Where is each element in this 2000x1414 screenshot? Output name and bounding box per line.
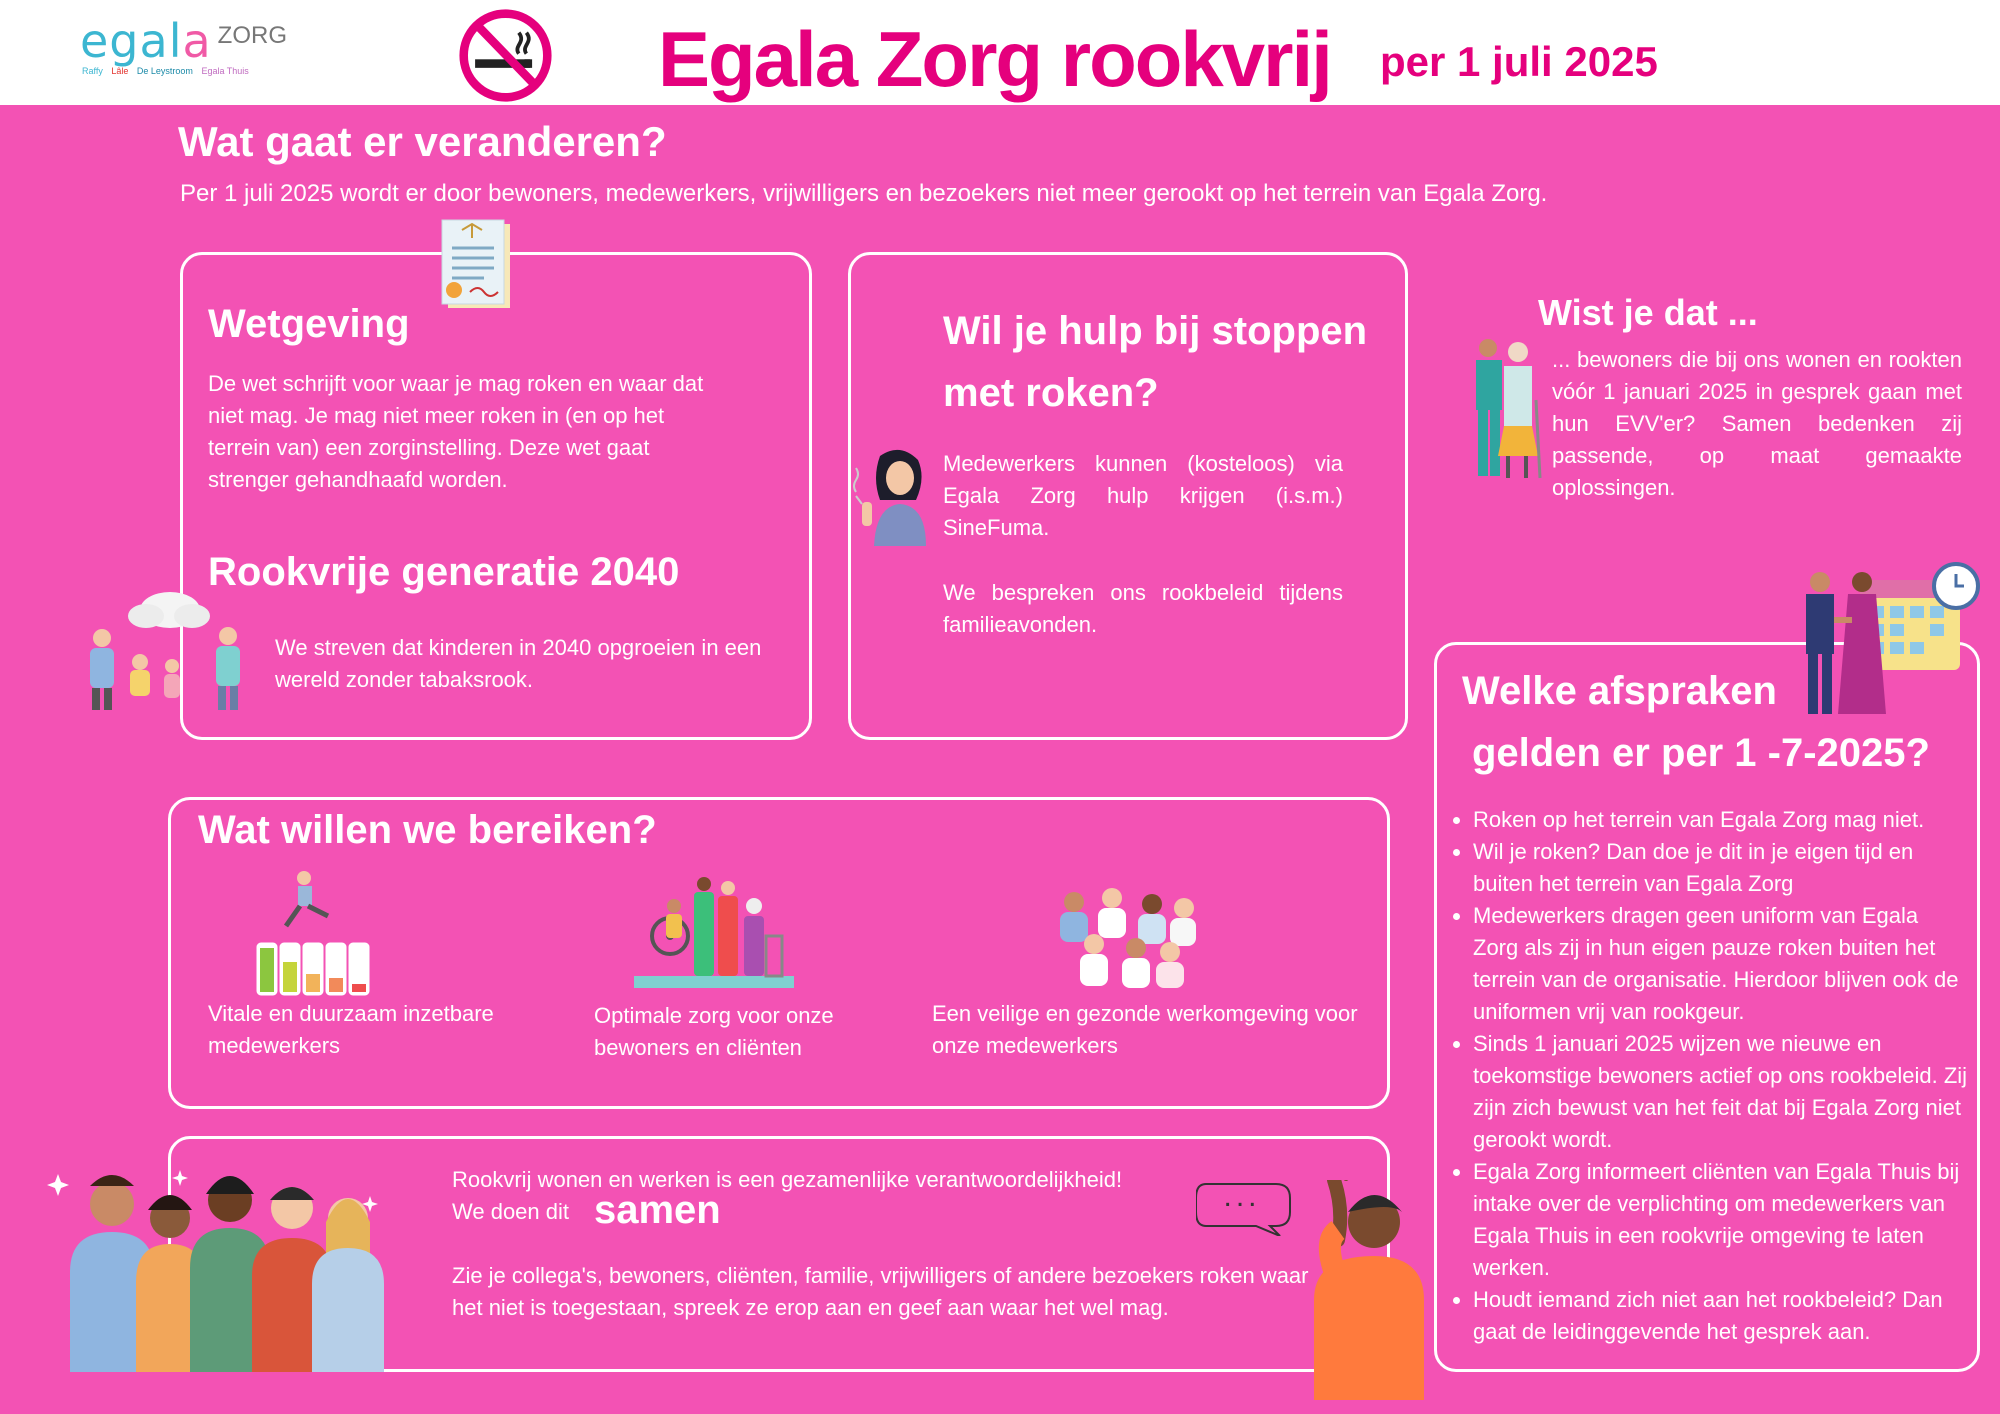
hulp-heading bbox=[943, 300, 1367, 424]
group-people-icon bbox=[30, 1160, 410, 1372]
logo-subbrands bbox=[82, 66, 255, 76]
samen-text: Zie je collega's, bewoners, cliënten, familie, vrijwilligers of andere bezoekers roken waar het niet is toegestaan, spreek ze erop aan en geef aan waar het wel mag. bbox=[452, 1263, 1309, 1320]
egala-logo[interactable] bbox=[80, 14, 300, 84]
wist-text: ... bewoners die bij ons wonen en rookten vóór 1 januari 2025 in gesprek gaan met hun EVV'er? Samen bedenken zij passende, op maat gemaakte oplossingen. bbox=[1552, 347, 1962, 500]
goal-vitaal: Vitale en duurzaam inzetbare medewerkers bbox=[208, 1001, 494, 1058]
samen-emphasis: samen bbox=[594, 1188, 721, 1232]
hulp-text-1: Medewerkers kunnen (kosteloos) via Egala Zorg hulp krijgen (i.s.m.) SineFuma. bbox=[943, 451, 1343, 540]
afspraken-heading bbox=[1462, 660, 1930, 784]
afspraken-heading-line2: gelden er per 1 -7-2025? bbox=[1472, 731, 1930, 775]
list-item: • Egala Zorg informeert cliënten van Egala Thuis bij intake over de verplichting om medewerkers van Egala Thuis in een rookvrije omgeving te laten werken. bbox=[1473, 1156, 1968, 1284]
waving-man-icon bbox=[1294, 1180, 1424, 1400]
woman-smoking-icon bbox=[850, 446, 934, 546]
header-bar bbox=[0, 0, 2000, 105]
logo-wordmark: egala bbox=[80, 14, 212, 68]
samen-line1: Rookvrij wonen en werken is een gezamenlijke verantwoordelijkheid! bbox=[452, 1167, 1123, 1192]
caregiver-elderly-icon bbox=[1468, 330, 1544, 480]
afspraken-list bbox=[1448, 804, 1968, 1348]
medical-staff-icon bbox=[1052, 882, 1200, 992]
afspraken-heading-line1: Welke afspraken bbox=[1462, 669, 1777, 713]
document-icon bbox=[440, 218, 512, 310]
intro-text: Per 1 juli 2025 wordt er door bewoners, medewerkers, vrijwilligers en bezoekers niet meer gerookt op het terrein van Egala Zorg. bbox=[180, 180, 1548, 207]
speech-bubble-text: ... bbox=[1223, 1180, 1261, 1213]
wist-heading: Wist je dat ... bbox=[1538, 292, 1758, 333]
list-item: • Wil je roken? Dan doe je dit in je eigen tijd en buiten het terrein van Egala Zorg bbox=[1473, 836, 1968, 900]
list-item: • Roken op het terrein van Egala Zorg mag niet. bbox=[1473, 804, 1968, 836]
logo-sub-leystroom: De Leystroom bbox=[136, 66, 193, 76]
list-item: • Sinds 1 januari 2025 wijzen we nieuwe en toekomstige bewoners actief op ons rookbeleid. Zij zijn zich bewust van het feit dat bij Egala Zorg niet gerookt wordt. bbox=[1473, 1028, 1968, 1156]
hulp-heading-line1: Wil je hulp bij stoppen bbox=[943, 309, 1368, 353]
logo-sub-lale: Lâle bbox=[111, 66, 129, 76]
hulp-text-2: We bespreken ons rookbeleid tijdens familieavonden. bbox=[943, 580, 1343, 637]
generatie-heading: Rookvrije generatie 2040 bbox=[208, 550, 680, 594]
wetgeving-text: De wet schrijft voor waar je mag roken en waar dat niet mag. Je mag niet meer roken in (en op het terrein van) een zorginstelling. Deze wet gaat strenger gehandhaafd worden. bbox=[208, 371, 704, 492]
hulp-heading-line2: met roken? bbox=[943, 371, 1159, 415]
samen-line2: We doen dit bbox=[452, 1199, 570, 1224]
page-subtitle: per 1 juli 2025 bbox=[1380, 38, 1658, 85]
wetgeving-heading: Wetgeving bbox=[208, 302, 410, 346]
family-smoke-illustration-icon bbox=[78, 588, 254, 712]
intro-heading: Wat gaat er veranderen? bbox=[178, 118, 667, 165]
list-item: • Houdt iemand zich niet aan het rookbeleid? Dan gaat de leidinggevende het gesprek aan. bbox=[1473, 1284, 1968, 1348]
bereiken-heading: Wat willen we bereiken? bbox=[198, 808, 657, 852]
no-smoking-icon bbox=[458, 8, 553, 103]
logo-sub-thuis: Egala Thuis bbox=[201, 66, 249, 76]
battery-runner-icon bbox=[254, 870, 376, 998]
page-title: Egala Zorg rookvrij bbox=[658, 15, 1331, 103]
logo-zorg: ZORG bbox=[217, 22, 287, 49]
generatie-text: We streven dat kinderen in 2040 opgroeien in een wereld zonder tabaksrook. bbox=[275, 635, 762, 692]
goal-zorg: Optimale zorg voor onze bewoners en cliënten bbox=[594, 1003, 834, 1060]
list-item: • Medewerkers dragen geen uniform van Egala Zorg als zij in hun eigen pauze roken buiten het terrein van de organisatie. Hierdoor blijven ook de uniformen vrij van rookgeur. bbox=[1473, 900, 1968, 1028]
goal-werkomgeving: Een veilige en gezonde werkomgeving voor onze medewerkers bbox=[932, 1001, 1358, 1058]
logo-sub-raffy: Raffy bbox=[82, 66, 103, 76]
care-team-icon bbox=[634, 876, 794, 992]
